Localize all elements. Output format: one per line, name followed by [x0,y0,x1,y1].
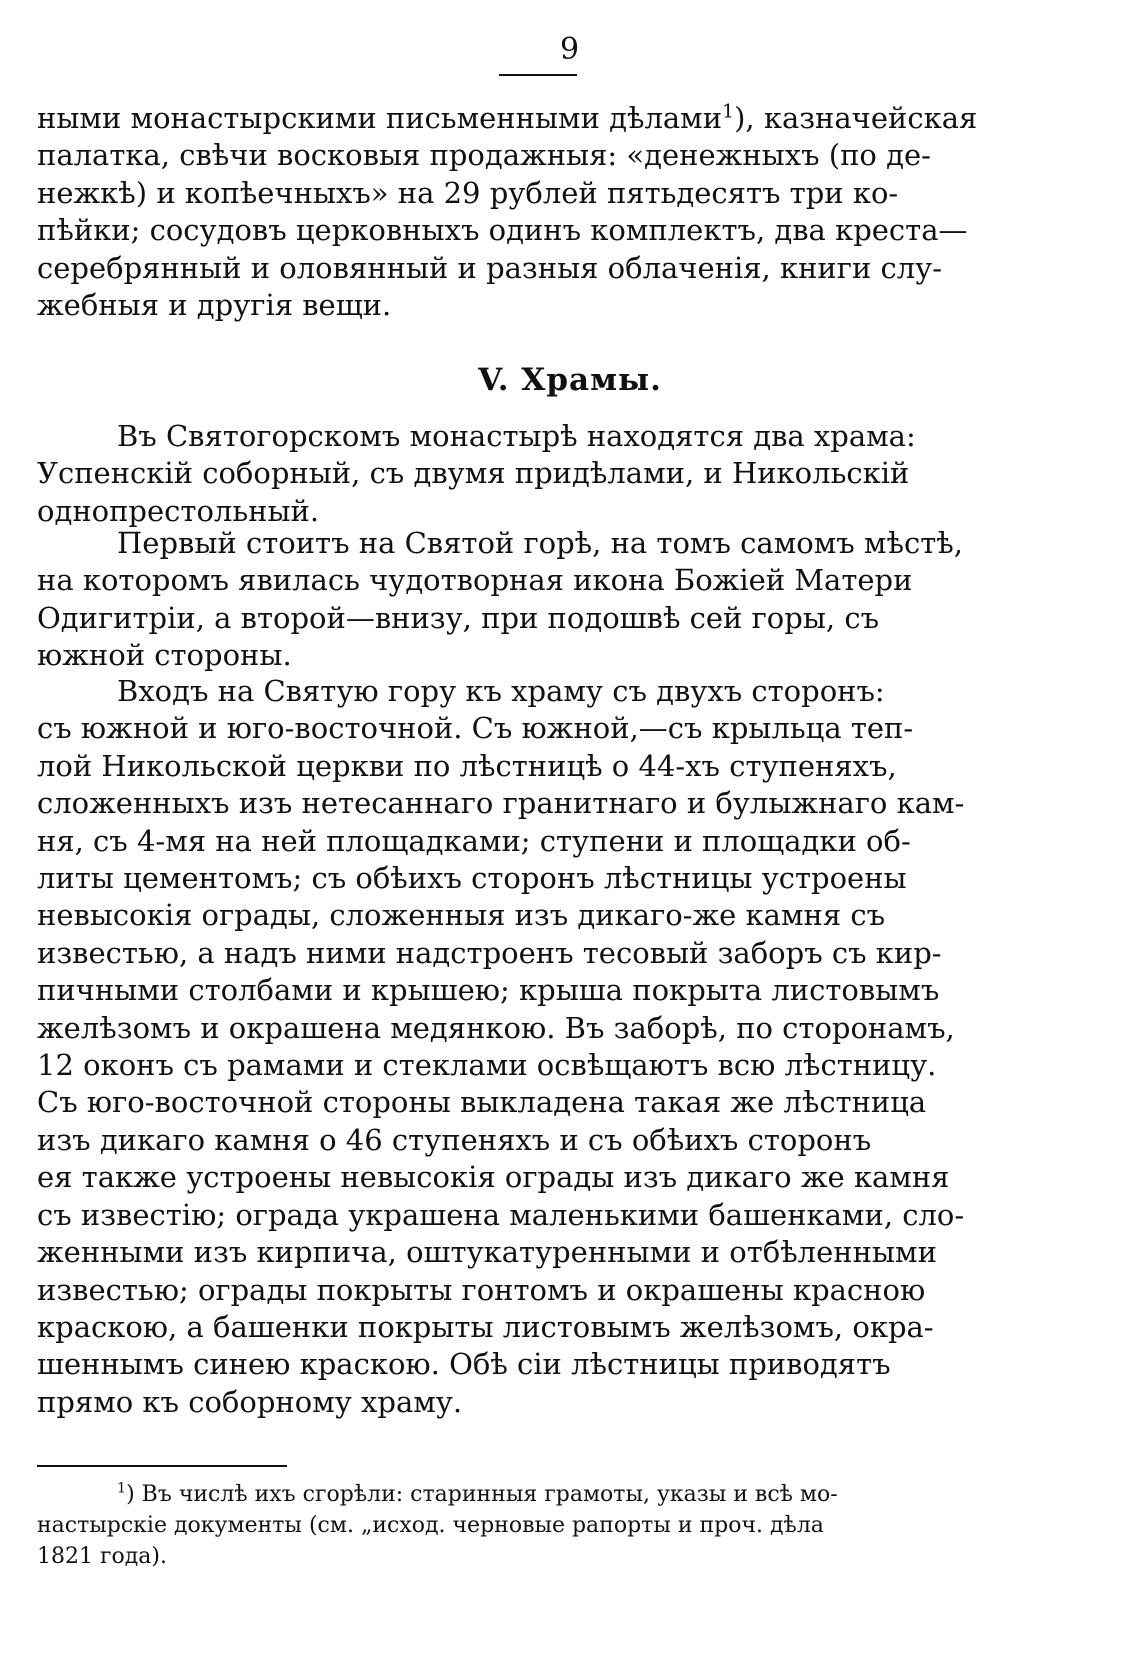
text-line: Входъ на Святую гору къ храму съ двухъ сторонъ: [117,674,885,708]
text-line: нежкѣ) и копѣечныхъ» на 29 рублей пятьдесятъ три ко- [37,175,899,210]
page-number-rule [499,74,577,76]
text-line: литы цементомъ; съ обѣихъ сторонъ лѣстницы устроены [37,861,907,896]
paragraph [37,673,1052,1421]
text-line: известью; ограды покрыты гонтомъ и окрашены красною [37,1272,926,1307]
text-line: Въ Святогорскомъ монастырѣ находятся два храма: [117,419,916,453]
text-line: серебрянный и оловянный и разныя облаченія, книги слу- [37,250,943,285]
text-line: пичными столбами и крышею; крыша покрыта листовымъ [37,973,940,1008]
text-line: лой Никольской церкви по лѣстницѣ о 44-хъ ступеняхъ, [37,748,897,783]
text-line: жебныя и другія вещи. [37,288,392,323]
paragraph [37,418,1052,530]
text-line: ными монастырскими письменными дѣлами$^1$), казначейская [37,101,978,135]
footnote-line: $^1$) Въ числѣ ихъ сгорѣли: старинныя грамоты, указы и всѣ мо- [117,1480,838,1507]
text-line: на которомъ явилась чудотворная икона Божіей Матери [37,563,913,598]
footnote [37,1479,1052,1572]
text-line: Успенскій соборный, съ двумя придѣлами, и Никольскій [37,456,910,491]
text-line: ня, съ 4-мя на ней площадками; ступени и площадки об- [37,823,911,858]
text-line: однопрестольный. [37,493,320,528]
footnote-line: настырскіе документы (см. „исход. черновые рапорты и проч. дѣла [37,1513,824,1538]
text-line: изъ дикаго камня о 46 ступеняхъ и съ обѣихъ сторонъ [37,1122,872,1157]
paragraph [37,525,1052,675]
text-line: сложенныхъ изъ нетесаннаго гранитнаго и булыжнаго кам- [37,786,965,821]
text-line: женными изъ кирпича, оштукатуренными и отбѣленными [37,1235,937,1270]
footnote-reference: 1 [722,101,735,123]
text-line: невысокія ограды, сложенныя изъ дикаго-же камня съ [37,898,886,933]
page-number: 9 [559,32,581,67]
section-heading: V. Храмы. [478,362,662,398]
text-line: южной стороны. [37,638,292,673]
text-line: шеннымъ синею краскою. Обѣ сіи лѣстницы приводятъ [37,1347,891,1382]
text-line: съ южной и юго-восточной. Съ южной,—съ крыльца теп- [37,711,914,746]
text-line: известью, а надъ ними надстроенъ тесовый заборъ съ кир- [37,935,942,970]
text-line: пѣйки; сосудовъ церковныхъ одинъ комплектъ, два креста— [37,213,968,248]
text-line: палатка, свѣчи восковыя продажныя: «денежныхъ (по де- [37,138,931,173]
text-line: Одигитріи, а второй—внизу, при подошвѣ сей горы, съ [37,600,880,635]
footnote-marker: 1 [117,1480,127,1497]
text-line: Съ юго-восточной стороны выкладена такая же лѣстница [37,1085,927,1120]
text-line: 12 оконъ съ рамами и стеклами освѣщаютъ всю лѣстницу. [37,1048,937,1083]
text-line: прямо къ соборному храму. [37,1384,463,1419]
text-line: Первый стоитъ на Святой горѣ, на томъ самомъ мѣстѣ, [117,526,963,560]
text-line: съ известію; ограда украшена маленькими башенками, сло- [37,1197,965,1232]
text-line: желѣзомъ и окрашена медянкою. Въ заборѣ, по сторонамъ, [37,1010,955,1045]
footnote-separator [37,1465,287,1467]
text-line: краскою, а башенки покрыты листовымъ желѣзомъ, окра- [37,1309,934,1344]
paragraph-continuation [37,100,1052,324]
footnote-line: 1821 года). [37,1544,167,1569]
text-line: ея также устроены невысокія ограды изъ дикаго же камня [37,1160,950,1195]
